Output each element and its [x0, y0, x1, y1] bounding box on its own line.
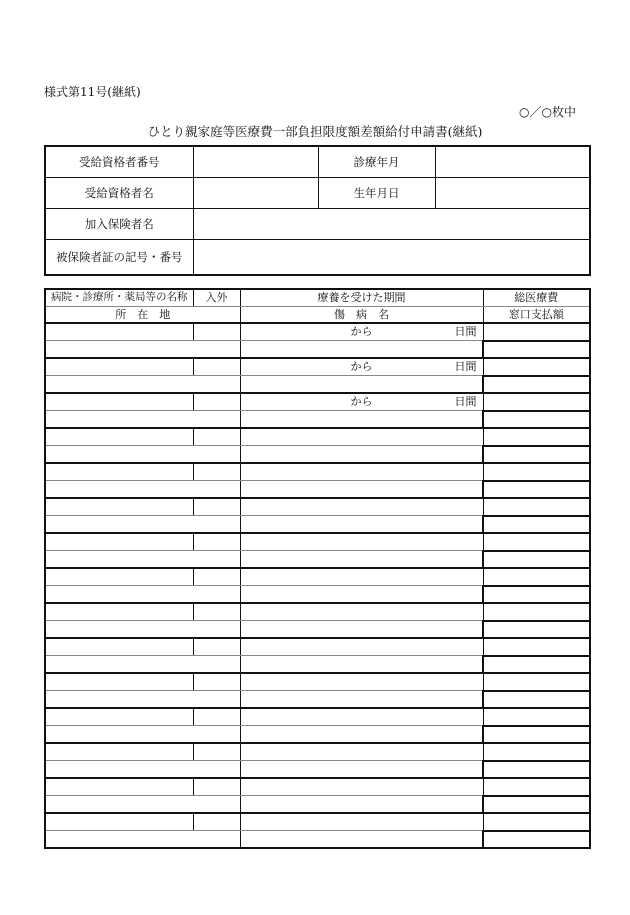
total-medical-cost-field[interactable] [483, 533, 590, 551]
claims-table [44, 288, 591, 849]
facility-name-header: 病院・診療所・薬局等の名称 [45, 289, 193, 306]
claim-row-top [45, 638, 590, 656]
total-medical-cost-field[interactable] [483, 568, 590, 586]
insurance-card-field[interactable] [193, 240, 590, 276]
claim-row-top [45, 778, 590, 796]
claim-row-bottom [45, 516, 590, 534]
total-medical-cost-field[interactable] [483, 813, 590, 831]
copay-amount-field[interactable] [483, 481, 590, 499]
inpatient-outpatient-field[interactable] [193, 358, 240, 376]
claim-row-top [45, 533, 590, 551]
copay-amount-field[interactable] [483, 586, 590, 604]
days-label: 日間 [454, 395, 477, 408]
claim-row-bottom [45, 761, 590, 779]
facility-name-field[interactable] [45, 603, 193, 621]
claim-row-top [45, 463, 590, 481]
inpatient-outpatient-field[interactable] [193, 603, 240, 621]
total-medical-cost-field[interactable] [483, 673, 590, 691]
total-medical-cost-field[interactable] [483, 778, 590, 796]
treatment-period-field[interactable] [240, 813, 483, 831]
facility-name-field[interactable] [45, 568, 193, 586]
total-medical-cost-field[interactable] [483, 638, 590, 656]
inpatient-outpatient-field[interactable] [193, 778, 240, 796]
inpatient-outpatient-header: 入外 [193, 289, 240, 306]
total-medical-cost-field[interactable] [483, 358, 590, 376]
disease-name-field[interactable] [240, 656, 483, 674]
address-field[interactable] [45, 411, 240, 429]
treatment-period-field[interactable] [240, 463, 483, 481]
claim-row-top [45, 568, 590, 586]
copay-amount-field[interactable] [483, 691, 590, 709]
insurer-label: 加入保険者名 [45, 209, 193, 240]
page-count: ○／○枚中 [519, 105, 576, 119]
treatment-period-field[interactable] [240, 778, 483, 796]
copay-amount-field[interactable] [483, 341, 590, 359]
inpatient-outpatient-field[interactable] [193, 743, 240, 761]
birth-date-label: 生年月日 [318, 178, 435, 209]
facility-name-field[interactable] [45, 533, 193, 551]
treatment-period-field[interactable] [240, 323, 483, 341]
recipient-name-field[interactable] [193, 178, 318, 209]
days-label: 日間 [454, 360, 477, 373]
copay-amount-header: 窓口支払額 [483, 306, 590, 323]
total-medical-cost-field[interactable] [483, 463, 590, 481]
disease-name-field[interactable] [240, 376, 483, 394]
facility-name-field[interactable] [45, 638, 193, 656]
total-medical-cost-field[interactable] [483, 393, 590, 411]
claim-row-bottom [45, 691, 590, 709]
recipient-name-label: 受給資格者名 [45, 178, 193, 209]
copay-amount-field[interactable] [483, 831, 590, 849]
claim-row-bottom [45, 376, 590, 394]
disease-name-field[interactable] [240, 341, 483, 359]
disease-name-field[interactable] [240, 726, 483, 744]
treatment-period-field[interactable] [240, 498, 483, 516]
inpatient-outpatient-field[interactable] [193, 568, 240, 586]
inpatient-outpatient-field[interactable] [193, 813, 240, 831]
treatment-period-field[interactable] [240, 568, 483, 586]
claim-row-top [45, 428, 590, 446]
birth-date-field[interactable] [435, 178, 590, 209]
facility-name-field[interactable] [45, 498, 193, 516]
address-field[interactable] [45, 586, 240, 604]
from-label: から [350, 360, 373, 373]
disease-name-field[interactable] [240, 621, 483, 639]
address-field[interactable] [45, 761, 240, 779]
total-medical-cost-field[interactable] [483, 498, 590, 516]
disease-name-field[interactable] [240, 761, 483, 779]
claim-row-bottom [45, 586, 590, 604]
claim-row-bottom [45, 551, 590, 569]
claim-row-top [45, 743, 590, 761]
facility-name-field[interactable] [45, 428, 193, 446]
form-title: ひとり親家庭等医療費一部負担限度額差額給付申請書(継紙) [147, 124, 483, 139]
claim-row-top [45, 708, 590, 726]
inpatient-outpatient-field[interactable] [193, 463, 240, 481]
from-label: から [350, 395, 373, 408]
inpatient-outpatient-field[interactable] [193, 673, 240, 691]
inpatient-outpatient-field[interactable] [193, 708, 240, 726]
facility-name-field[interactable] [45, 813, 193, 831]
facility-name-field[interactable] [45, 673, 193, 691]
treatment-period-field[interactable] [240, 603, 483, 621]
total-medical-cost-field[interactable] [483, 323, 590, 341]
address-field[interactable] [45, 341, 240, 359]
treatment-period-field[interactable] [240, 708, 483, 726]
facility-name-field[interactable] [45, 393, 193, 411]
address-field[interactable] [45, 551, 240, 569]
address-field[interactable] [45, 831, 240, 849]
inpatient-outpatient-field[interactable] [193, 393, 240, 411]
consultation-month-field[interactable] [435, 146, 590, 178]
claim-row-top [45, 393, 590, 411]
applicant-info-table [44, 145, 591, 276]
claim-row-top [45, 813, 590, 831]
address-field[interactable] [45, 621, 240, 639]
claim-row-top [45, 358, 590, 376]
treatment-period-field[interactable] [240, 393, 483, 411]
disease-name-field[interactable] [240, 586, 483, 604]
address-field[interactable] [45, 726, 240, 744]
treatment-period-field[interactable] [240, 358, 483, 376]
treatment-period-field[interactable] [240, 428, 483, 446]
facility-name-field[interactable] [45, 778, 193, 796]
disease-name-field[interactable] [240, 691, 483, 709]
inpatient-outpatient-field[interactable] [193, 428, 240, 446]
inpatient-outpatient-field[interactable] [193, 638, 240, 656]
form-number: 様式第11号(継紙) [44, 85, 141, 99]
copay-amount-field[interactable] [483, 656, 590, 674]
disease-name-field[interactable] [240, 551, 483, 569]
treatment-period-header: 療養を受けた期間 [240, 289, 483, 306]
address-field[interactable] [45, 446, 240, 464]
treatment-period-field[interactable] [240, 533, 483, 551]
disease-name-header: 傷 病 名 [240, 306, 483, 323]
treatment-period-field[interactable] [240, 673, 483, 691]
total-medical-cost-field[interactable] [483, 743, 590, 761]
facility-name-field[interactable] [45, 743, 193, 761]
claim-row-bottom [45, 481, 590, 499]
claim-row-bottom [45, 656, 590, 674]
copay-amount-field[interactable] [483, 726, 590, 744]
inpatient-outpatient-field[interactable] [193, 498, 240, 516]
inpatient-outpatient-field[interactable] [193, 533, 240, 551]
address-field[interactable] [45, 481, 240, 499]
claim-row-bottom [45, 411, 590, 429]
claim-row-bottom [45, 341, 590, 359]
copay-amount-field[interactable] [483, 376, 590, 394]
facility-name-field[interactable] [45, 463, 193, 481]
address-field[interactable] [45, 516, 240, 534]
copay-amount-field[interactable] [483, 411, 590, 429]
recipient-number-label: 受給資格者番号 [45, 146, 193, 178]
consultation-month-label: 診療年月 [318, 146, 435, 178]
claim-row-top [45, 673, 590, 691]
disease-name-field[interactable] [240, 446, 483, 464]
claim-row-bottom [45, 621, 590, 639]
total-medical-cost-header: 総医療費 [483, 289, 590, 306]
total-medical-cost-field[interactable] [483, 428, 590, 446]
recipient-number-field[interactable] [193, 146, 318, 178]
address-header: 所 在 地 [45, 306, 240, 323]
copay-amount-field[interactable] [483, 551, 590, 569]
total-medical-cost-field[interactable] [483, 603, 590, 621]
copay-amount-field[interactable] [483, 446, 590, 464]
address-field[interactable] [45, 376, 240, 394]
disease-name-field[interactable] [240, 481, 483, 499]
facility-name-field[interactable] [45, 323, 193, 341]
claim-row-top [45, 603, 590, 621]
from-label: から [350, 325, 373, 338]
claim-row-bottom [45, 796, 590, 814]
copay-amount-field[interactable] [483, 621, 590, 639]
claim-row-top [45, 498, 590, 516]
facility-name-field[interactable] [45, 358, 193, 376]
disease-name-field[interactable] [240, 516, 483, 534]
disease-name-field[interactable] [240, 831, 483, 849]
copay-amount-field[interactable] [483, 796, 590, 814]
address-field[interactable] [45, 691, 240, 709]
days-label: 日間 [454, 325, 477, 338]
claim-row-bottom [45, 831, 590, 849]
treatment-period-field[interactable] [240, 743, 483, 761]
copay-amount-field[interactable] [483, 761, 590, 779]
treatment-period-field[interactable] [240, 638, 483, 656]
insurer-field[interactable] [193, 209, 590, 240]
facility-name-field[interactable] [45, 708, 193, 726]
address-field[interactable] [45, 796, 240, 814]
insurance-card-label: 被保険者証の記号・番号 [45, 240, 193, 276]
inpatient-outpatient-field[interactable] [193, 323, 240, 341]
claim-row-bottom [45, 446, 590, 464]
address-field[interactable] [45, 656, 240, 674]
claim-row-bottom [45, 726, 590, 744]
copay-amount-field[interactable] [483, 516, 590, 534]
disease-name-field[interactable] [240, 796, 483, 814]
claim-row-top [45, 323, 590, 341]
disease-name-field[interactable] [240, 411, 483, 429]
total-medical-cost-field[interactable] [483, 708, 590, 726]
